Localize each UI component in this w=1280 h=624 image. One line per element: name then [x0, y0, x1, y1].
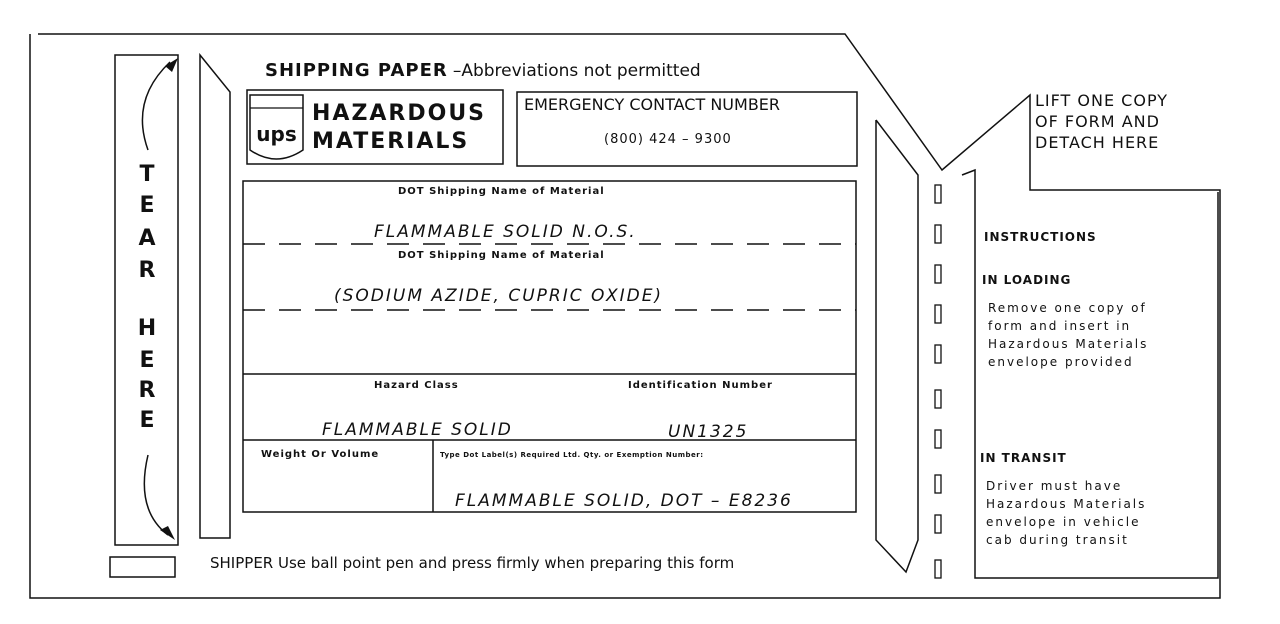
- ups-logo-text: ups: [256, 122, 297, 146]
- tear-letter: E: [139, 348, 155, 373]
- loading-line: Remove one copy of: [988, 301, 1147, 315]
- transit-line: envelope in vehicle: [986, 515, 1141, 529]
- transit-line: Hazardous Materials: [986, 497, 1147, 511]
- transit-text: [986, 477, 1146, 549]
- hazard-class-label: Hazard Class: [374, 380, 459, 391]
- page-subtitle: –Abbreviations not permitted: [452, 61, 701, 81]
- id-number-label: Identification Number: [628, 380, 773, 391]
- lift-instruction: [1035, 90, 1168, 153]
- shipping-name-value: FLAMMABLE SOLID N.O.S.: [370, 222, 641, 242]
- page-title: SHIPPING PAPER: [265, 60, 448, 81]
- weight-label: Weight Or Volume: [261, 449, 380, 460]
- small-box: [110, 557, 175, 577]
- loading-line: Hazardous Materials: [988, 337, 1149, 351]
- tear-letter: T: [139, 162, 155, 187]
- hazard-class-value: FLAMMABLE SOLID: [322, 420, 513, 440]
- loading-line: envelope provided: [988, 355, 1134, 369]
- loading-text: [988, 299, 1148, 371]
- lift-line: LIFT ONE COPY: [1035, 91, 1169, 110]
- loading-title: IN LOADING: [982, 273, 1072, 287]
- emergency-label: EMERGENCY CONTACT NUMBER: [524, 95, 781, 114]
- tear-strip: [115, 55, 178, 545]
- footer-note: SHIPPER Use ball point pen and press firmly when preparing this form: [210, 554, 735, 572]
- slant-strip: [200, 55, 230, 538]
- transit-line: cab during transit: [986, 533, 1129, 547]
- shipping-name-label: DOT Shipping Name of Material: [398, 186, 605, 197]
- type-value: FLAMMABLE SOLID, DOT – E8236: [455, 491, 793, 511]
- hazmat-line-1: HAZARDOUS: [312, 101, 487, 126]
- tear-letter: E: [139, 193, 155, 218]
- transit-title: IN TRANSIT: [980, 451, 1067, 465]
- hazmat-line-2: MATERIALS: [312, 129, 470, 154]
- tear-letter: H: [137, 316, 157, 341]
- lift-line: DETACH HERE: [1035, 133, 1160, 152]
- tear-letter: R: [138, 378, 156, 403]
- tear-letter: E: [139, 408, 155, 433]
- instructions-title: INSTRUCTIONS: [984, 230, 1097, 244]
- type-label: Type Dot Label(s) Required Ltd. Qty. or Exemption Number:: [440, 451, 704, 459]
- tear-letter: A: [138, 226, 156, 251]
- loading-line: form and insert in: [988, 319, 1132, 333]
- shipping-name-label-2: DOT Shipping Name of Material: [398, 250, 605, 261]
- tear-letter: R: [138, 258, 156, 283]
- emergency-phone: (800) 424 – 9300: [604, 132, 732, 147]
- page-header: [265, 60, 701, 81]
- shipping-name-value-2: (SODIUM AZIDE, CUPRIC OXIDE): [330, 286, 667, 306]
- transit-line: Driver must have: [986, 479, 1123, 493]
- id-number-value: UN1325: [668, 422, 749, 442]
- lift-line: OF FORM AND: [1035, 112, 1160, 131]
